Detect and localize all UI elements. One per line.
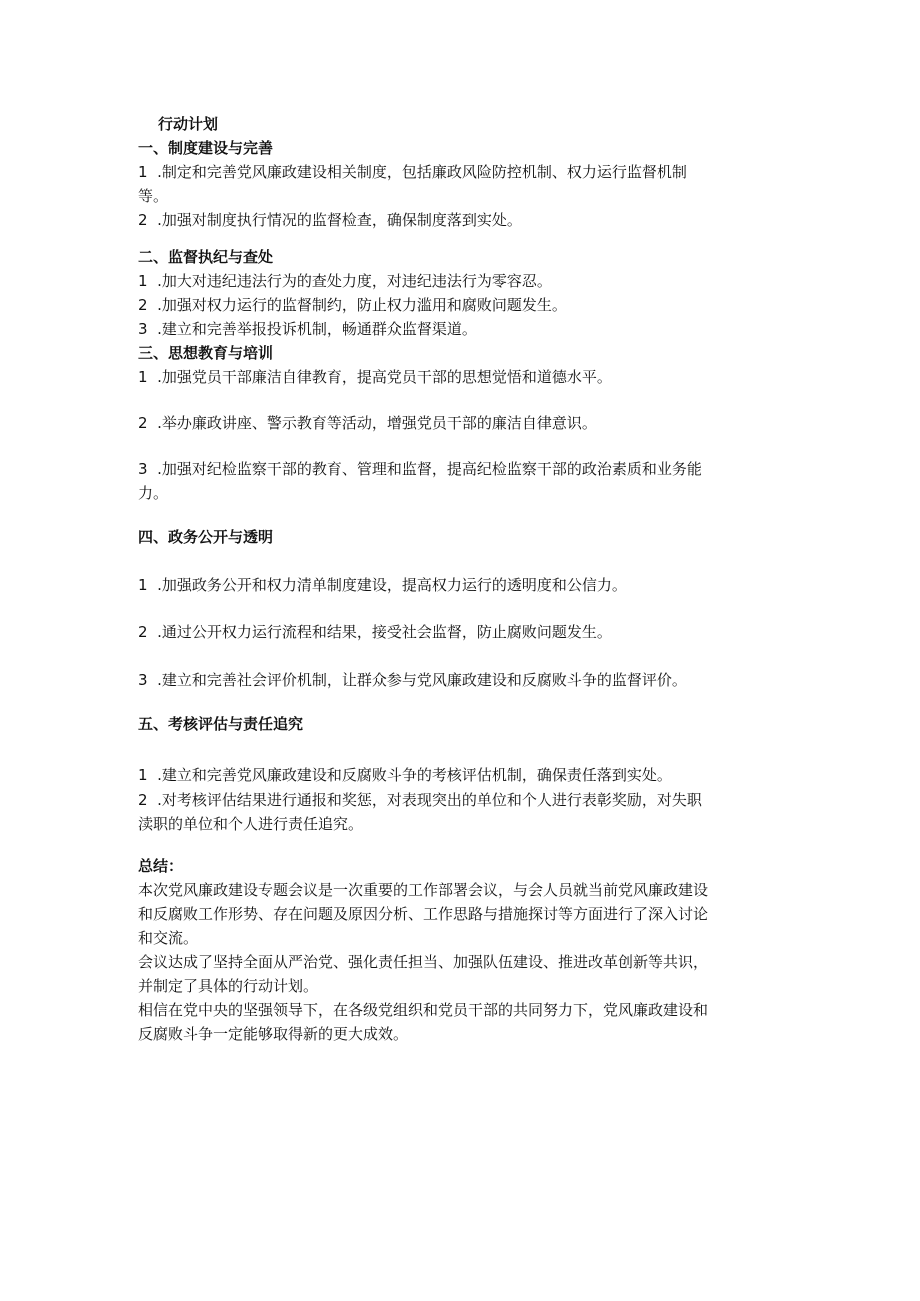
summary-paragraph-line: 相信在党中央的坚强领导下，在各级党组织和党员干部的共同努力下，党风廉政建设和 [138, 1001, 709, 1019]
list-item: 1 .制定和完善党风廉政建设相关制度，包括廉政风险防控机制、权力运行监督机制 [138, 163, 687, 181]
list-item: 3 .加强对纪检监察干部的教育、管理和监督，提高纪检监察干部的政治素质和业务能 [138, 460, 702, 478]
document-title: 行动计划 [158, 115, 219, 133]
list-item: 2 .举办廉政讲座、警示教育等活动，增强党员干部的廉洁自律意识。 [138, 414, 597, 432]
section-heading-5: 五、考核评估与责任追究 [138, 715, 304, 733]
summary-paragraph-line: 和交流。 [138, 929, 199, 947]
list-item-continuation: 等。 [138, 187, 169, 205]
summary-paragraph-line: 反腐败斗争一定能够取得新的更大成效。 [138, 1025, 409, 1043]
list-item-continuation: 渎职的单位和个人进行责任追究。 [138, 815, 364, 833]
summary-paragraph-line: 和反腐败工作形势、存在问题及原因分析、工作思路与措施探讨等方面进行了深入讨论 [138, 905, 709, 923]
section-heading-1: 一、制度建设与完善 [138, 139, 274, 157]
section-heading-2: 二、监督执纪与查处 [138, 248, 274, 266]
list-item: 2 .加强对制度执行情况的监督检查，确保制度落到实处。 [138, 211, 522, 229]
summary-paragraph-line: 本次党风廉政建设专题会议是一次重要的工作部署会议，与会人员就当前党风廉政建设 [138, 881, 709, 899]
summary-paragraph-line: 会议达成了坚持全面从严治党、强化责任担当、加强队伍建设、推进改革创新等共识， [138, 953, 709, 971]
section-heading-3: 三、思想教育与培训 [138, 344, 274, 362]
section-heading-4: 四、政务公开与透明 [138, 528, 274, 546]
list-item: 3 .建立和完善举报投诉机制，畅通群众监督渠道。 [138, 320, 477, 338]
list-item: 1 .加强党员干部廉洁自律教育，提高党员干部的思想觉悟和道德水平。 [138, 368, 612, 386]
list-item: 1 .建立和完善党风廉政建设和反腐败斗争的考核评估机制，确保责任落到实处。 [138, 766, 672, 784]
list-item-continuation: 力。 [138, 484, 169, 502]
list-item: 2 .通过公开权力运行流程和结果，接受社会监督，防止腐败问题发生。 [138, 623, 612, 641]
summary-paragraph-line: 并制定了具体的行动计划。 [138, 977, 319, 995]
list-item: 2 .加强对权力运行的监督制约，防止权力滥用和腐败问题发生。 [138, 296, 567, 314]
list-item: 2 .对考核评估结果进行通报和奖惩，对表现突出的单位和个人进行表彰奖励，对失职 [138, 791, 702, 809]
list-item: 1 .加大对违纪违法行为的查处力度，对违纪违法行为零容忍。 [138, 272, 552, 290]
list-item: 1 .加强政务公开和权力清单制度建设，提高权力运行的透明度和公信力。 [138, 576, 627, 594]
list-item: 3 .建立和完善社会评价机制，让群众参与党风廉政建设和反腐败斗争的监督评价。 [138, 671, 687, 689]
summary-heading: 总结： [138, 857, 184, 875]
